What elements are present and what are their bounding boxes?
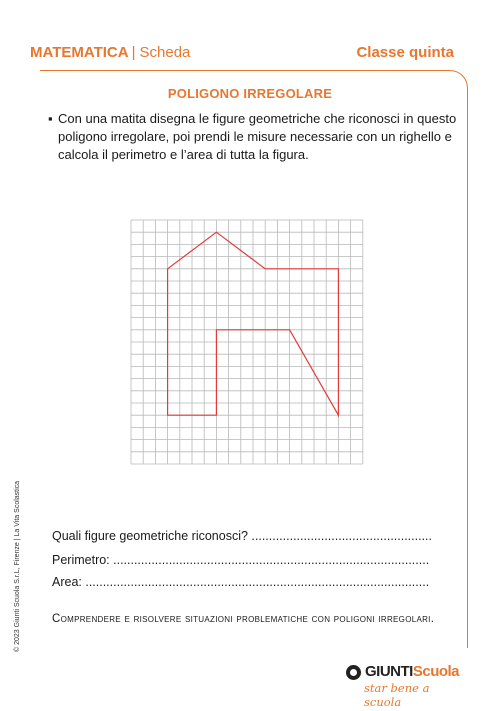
learning-goal: Comprendere e risolvere situazioni problematiche con poligoni irregolari. xyxy=(52,613,435,625)
logo-tagline: star bene a scuola xyxy=(364,681,430,709)
question-shapes: Quali figure geometriche riconosci? .................................................... xyxy=(52,529,432,543)
logo-brand-giunti: GIUNTI xyxy=(365,663,413,680)
giunti-scuola-logo xyxy=(346,663,460,709)
question-perimeter: Perimetro: ........................................................................................... xyxy=(52,553,430,567)
page-header xyxy=(30,44,454,66)
logo-brand-scuola: Scuola xyxy=(412,663,460,680)
header-separator: | xyxy=(131,44,136,61)
instruction-text: Con una matita disegna le figure geometriche che riconosci in questo poligono irregolare, poi prendi le misure necessarie con un righello e calcola il perimetro e l’area di tutta la figura. xyxy=(58,111,457,162)
grid-paper xyxy=(130,219,364,465)
logo-brand xyxy=(365,663,459,680)
bullet-icon: ▪ xyxy=(48,111,53,126)
copyright-notice: © 2023 Giunti Scuola S.r.L, Firenze | La Vita Scolastica xyxy=(14,480,21,652)
header-left xyxy=(30,44,190,61)
subject-label: MATEMATICA xyxy=(30,44,129,61)
instruction-block xyxy=(48,110,458,164)
worksheet-title: POLIGONO IRREGOLARE xyxy=(167,86,333,101)
logo-mark-icon xyxy=(346,665,361,680)
question-area: Area: ................................................................................................... xyxy=(52,575,430,589)
sheet-label: Scheda xyxy=(139,44,191,61)
grid-lines xyxy=(131,220,363,464)
grade-label: Classe quinta xyxy=(356,44,454,61)
